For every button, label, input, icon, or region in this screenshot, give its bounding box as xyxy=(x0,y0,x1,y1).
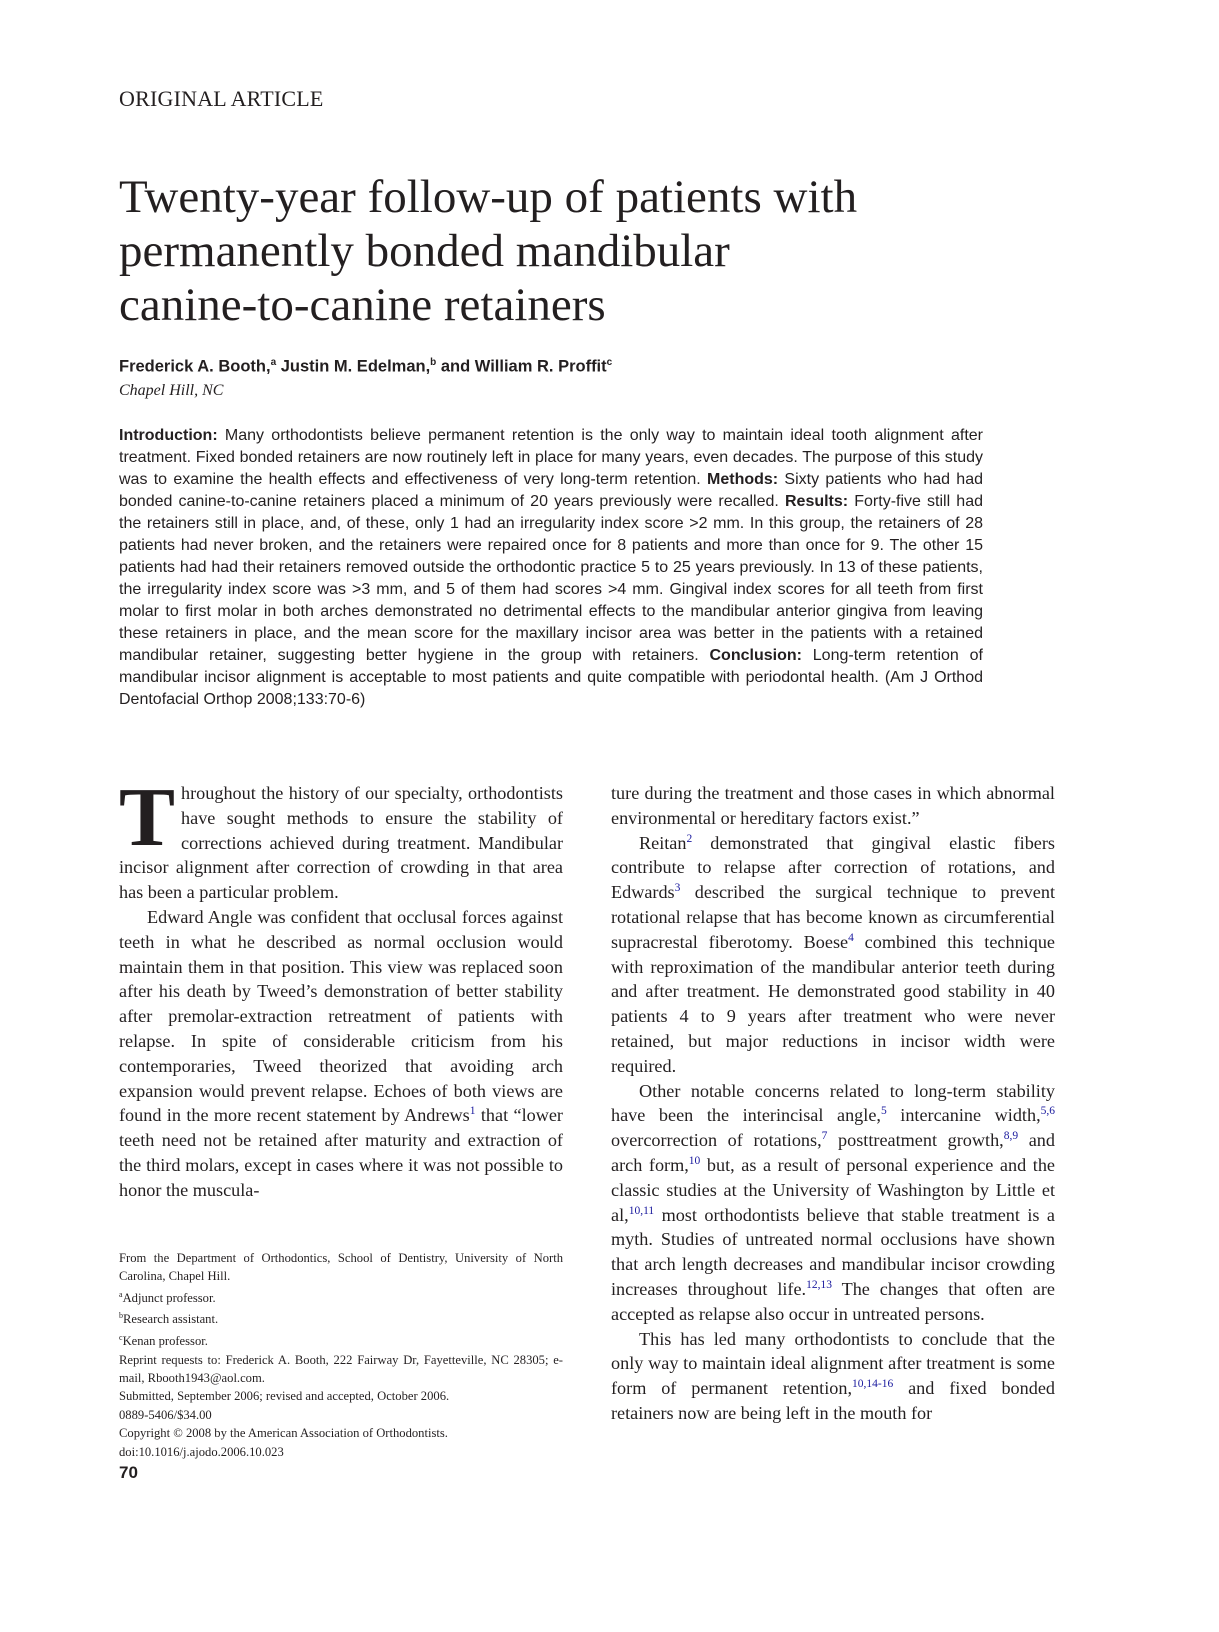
paragraph-text: intercanine width, xyxy=(886,1105,1041,1126)
author-name: and William R. Proffit xyxy=(436,357,607,376)
abstract-intro-label: Introduction: xyxy=(119,427,218,444)
abstract-results-label: Results: xyxy=(784,493,849,510)
reference-link[interactable]: 12,13 xyxy=(806,1278,832,1291)
author-location: Chapel Hill, NC xyxy=(119,382,224,399)
paragraph-text: demonstrated that gingival elastic fibers contribute to relapse after correction of rotations, and Edwards xyxy=(611,832,1055,903)
abstract-conclusion-text: Long-term retention of mandibular incisor alignment is acceptable to most patients and quite compatible with periodontal health. (Am J Orthod Dentofacial Orthop 2008;133:70-6) xyxy=(119,647,983,708)
footnote-marker: c xyxy=(119,1333,123,1342)
paragraph-text: Edward Angle was confident that occlusal forces against teeth in what he described as normal occlusion would maintain them in that position. This view was replaced soon after his death by Tweed’s demonstration of better stability after premolar-extraction retreatment of patients with relapse. In spite of considerable criticism from his contemporaries, Tweed theorized that avoiding arch expansion would prevent relapse. Echoes of both views are found in the more recent statement by Andrews xyxy=(119,906,563,1126)
footnote-copyright: Copyright © 2008 by the American Association of Orthodontists. xyxy=(119,1426,448,1441)
footnote-marker: a xyxy=(119,1289,123,1299)
footnote-a xyxy=(119,1286,563,1308)
body-paragraph xyxy=(119,905,563,1203)
author-name: Justin M. Edelman, xyxy=(276,357,431,376)
reference-link[interactable]: 8,9 xyxy=(1003,1130,1019,1143)
footnote-b xyxy=(119,1307,563,1329)
reference-link[interactable]: 1 xyxy=(469,1105,476,1118)
paragraph-text: and fixed bonded retainers now are being left in the mouth for xyxy=(611,1378,1055,1423)
body-paragraph: ture during the treatment and those cases in which abnormal environmental or hereditary factors exist.” xyxy=(611,783,1055,828)
paragraph-text: and arch form, xyxy=(611,1130,1055,1175)
paragraph-text: hroughout the history of our specialty, orthodontists have sought methods to ensure the stability of corrections achieved during treatment. Mandibular incisor alignment after correction of crowding in that area has been a particular problem. xyxy=(119,783,563,903)
body-paragraph xyxy=(611,1327,1055,1426)
paragraph-text: Reitan xyxy=(639,832,687,853)
paragraph-text: overcorrection of rotations, xyxy=(611,1130,822,1151)
paragraph-text: posttreatment growth, xyxy=(827,1130,1004,1151)
footnote-submitted: Submitted, September 2006; revised and accepted, October 2006. xyxy=(119,1389,450,1404)
abstract-methods-text: Sixty patients who had had bonded canine-to-canine retainers placed a minimum of 20 years previously were recalled. xyxy=(119,471,983,510)
footnote-c xyxy=(119,1329,563,1351)
reference-link[interactable]: 5 xyxy=(880,1105,887,1118)
body-paragraph xyxy=(611,831,1055,1079)
paragraph-text: This has led many orthodontists to conclude that the only way to maintain ideal alignment after treatment is some form of permanent retention, xyxy=(611,1328,1055,1399)
footnote-text: Adjunct professor. xyxy=(122,1291,216,1305)
drop-cap: T xyxy=(119,771,176,864)
paragraph-text: The changes that often are accepted as relapse also occur in untreated persons. xyxy=(611,1278,1055,1324)
footnote-marker: b xyxy=(119,1311,123,1321)
page-number: 70 xyxy=(119,1463,138,1482)
paragraph-text: that “lower teeth need not be retained after maturity and extraction of the third molars, except in cases where it was not possible to honor the muscula- xyxy=(119,1105,563,1200)
author-name: Frederick A. Booth, xyxy=(119,357,271,376)
body-column-left xyxy=(119,771,563,1203)
footnote-text: Kenan professor. xyxy=(122,1334,208,1349)
author-affil-marker: c xyxy=(606,357,613,368)
reference-link[interactable]: 4 xyxy=(848,931,854,944)
abstract-conclusion-label: Conclusion: xyxy=(709,647,802,664)
paragraph-text: described the surgical technique to prevent rotational relapse that has become known as circumferential supracrestal fiberotomy. Boese xyxy=(611,882,1055,952)
reference-link[interactable]: 2 xyxy=(686,832,693,845)
footnote-department: From the Department of Orthodontics, School of Dentistry, University of North Carolina, Chapel Hill. xyxy=(119,1251,563,1284)
body-paragraph xyxy=(611,1079,1055,1327)
abstract-intro-text: Many orthodontists believe permanent retention is the only way to maintain ideal tooth alignment after treatment. Fixed bonded retainers are now routinely left in place for many years, even decades. The purpose of this study was to examine the health effects and effectiveness of very long-term retention. xyxy=(119,427,983,488)
footnote-issn: 0889-5406/$34.00 xyxy=(119,1407,212,1422)
reference-link[interactable]: 10,14-16 xyxy=(852,1378,894,1391)
footnote-text: Research assistant. xyxy=(123,1312,219,1327)
paragraph-text: combined this technique with reproximation of the mandibular anterior teeth during and after treatment. He demonstrated good stability in 40 patients 4 to 9 years after treatment who were never retained, but major reductions in incisor width were required. xyxy=(611,931,1055,1076)
section-label: ORIGINAL ARTICLE xyxy=(119,86,324,111)
footnote-reprint: Reprint requests to: Frederick A. Booth, 222 Fairway Dr, Fayetteville, NC 28305; e-mail, Rbooth1943@aol.com. xyxy=(119,1352,563,1385)
footnotes xyxy=(119,1249,563,1461)
abstract-methods-label: Methods: xyxy=(707,471,779,488)
body-paragraph xyxy=(119,771,563,905)
abstract xyxy=(119,425,983,711)
author-list xyxy=(119,357,612,377)
author-affil-marker: b xyxy=(430,357,437,368)
reference-link[interactable]: 5,6 xyxy=(1040,1105,1056,1118)
paragraph-text: but, as a result of personal experience and the classic studies at the University of Washington by Little et al, xyxy=(611,1154,1055,1225)
title-line-3: canine-to-canine retainers xyxy=(119,279,606,331)
reference-link[interactable]: 7 xyxy=(821,1130,828,1143)
reference-link[interactable]: 3 xyxy=(674,882,681,895)
paragraph-text: Other notable concerns related to long-term stability have been the interincisal angle, xyxy=(611,1080,1055,1126)
abstract-results-text: Forty-five still had the retainers still in place, and, of these, only 1 had an irregularity index score >2 mm. In this group, the retainers of 28 patients had never broken, and the retainers were repaired once for 8 patients and more than once for 9. The other 15 patients had had their retainers removed outside the orthodontic practice 5 to 25 years previously. In 13 of these patients, the irregularity index score was >3 mm, and 5 of them had scores >4 mm. Gingival index scores for all teeth from first molar to first molar in both arches demonstrated no detrimental effects to the mandibular anterior gingiva from leaving these retainers in place, and the mean score for the maxillary incisor area was better in the patients with a retained mandibular retainer, suggesting better hygiene in the group with retainers. xyxy=(119,493,984,664)
title-line-1: Twenty-year follow-up of patients with xyxy=(119,171,858,223)
article-title xyxy=(119,170,1019,332)
footnote-doi[interactable]: doi:10.1016/j.ajodo.2006.10.023 xyxy=(119,1444,284,1459)
reference-link[interactable]: 10,11 xyxy=(628,1204,655,1217)
title-line-2: permanently bonded mandibular xyxy=(119,225,730,277)
author-affil-marker: a xyxy=(270,357,277,368)
body-column-right xyxy=(611,781,1055,1426)
reference-link[interactable]: 10 xyxy=(688,1154,701,1167)
paragraph-text: most orthodontists believe that stable treatment is a myth. Studies of untreated normal occlusions have shown that arch length decreases and mandibular incisor crowding increases throughout life. xyxy=(611,1204,1055,1299)
